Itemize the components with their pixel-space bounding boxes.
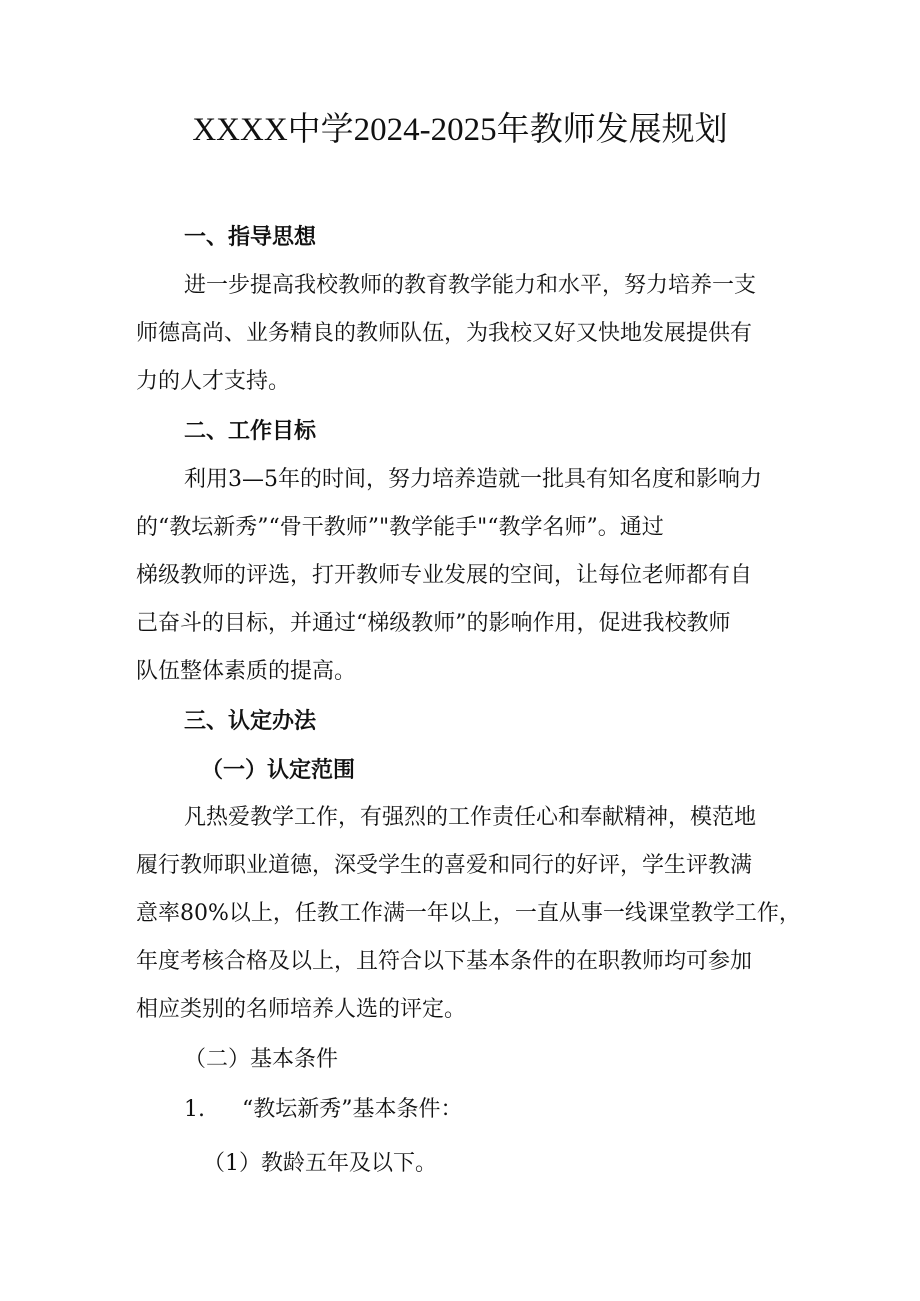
list-item-number: 1. bbox=[184, 1097, 205, 1122]
goals-line-5: 队伍整体素质的提高。 bbox=[136, 659, 357, 684]
scope-line-2: 履行教师职业道德，深受学生的喜爱和同行的好评，学生评教满 bbox=[136, 853, 753, 878]
section-heading-goals: 二、工作目标 bbox=[184, 419, 317, 444]
document-title: XXXX中学2024-2025年教师发展规划 bbox=[192, 112, 728, 148]
subsection-heading-basic-conditions: （二）基本条件 bbox=[184, 1047, 339, 1072]
subsection-heading-scope: （一）认定范围 bbox=[201, 757, 356, 783]
goals-line-3: 梯级教师的评选，打开教师专业发展的空间，让每位老师都有自 bbox=[136, 563, 753, 588]
scope-line-3: 意率80%以上，任教工作满一年以上，一直从事一线课堂教学工作， bbox=[136, 901, 801, 926]
goals-line-2: 的“教坛新秀”“骨干教师”"教学能手"“教学名师”。通过 bbox=[136, 515, 664, 540]
scope-line-5: 相应类别的名师培养人选的评定。 bbox=[136, 997, 467, 1022]
guidance-line-1: 进一步提高我校教师的教育教学能力和水平，努力培养一支 bbox=[184, 273, 757, 298]
sub-item-text: （1）教龄五年及以下。 bbox=[203, 1151, 437, 1176]
section-heading-guidance: 一、指导思想 bbox=[184, 225, 317, 250]
list-item-text: “教坛新秀”基本条件： bbox=[242, 1097, 463, 1122]
guidance-line-3: 力的人才支持。 bbox=[136, 369, 291, 394]
goals-line-1: 利用3—5年的时间，努力培养造就一批具有知名度和影响力 bbox=[184, 467, 762, 492]
scope-line-4: 年度考核合格及以上，且符合以下基本条件的在职教师均可参加 bbox=[136, 949, 753, 974]
section-heading-method: 三、认定办法 bbox=[184, 709, 317, 734]
guidance-line-2: 师德高尚、业务精良的教师队伍，为我校又好又快地发展提供有 bbox=[136, 321, 753, 346]
scope-line-1: 凡热爱教学工作，有强烈的工作责任心和奉献精神，模范地 bbox=[184, 805, 757, 830]
goals-line-4: 己奋斗的目标，并通过“梯级教师”的影响作用，促进我校教师 bbox=[136, 611, 731, 636]
